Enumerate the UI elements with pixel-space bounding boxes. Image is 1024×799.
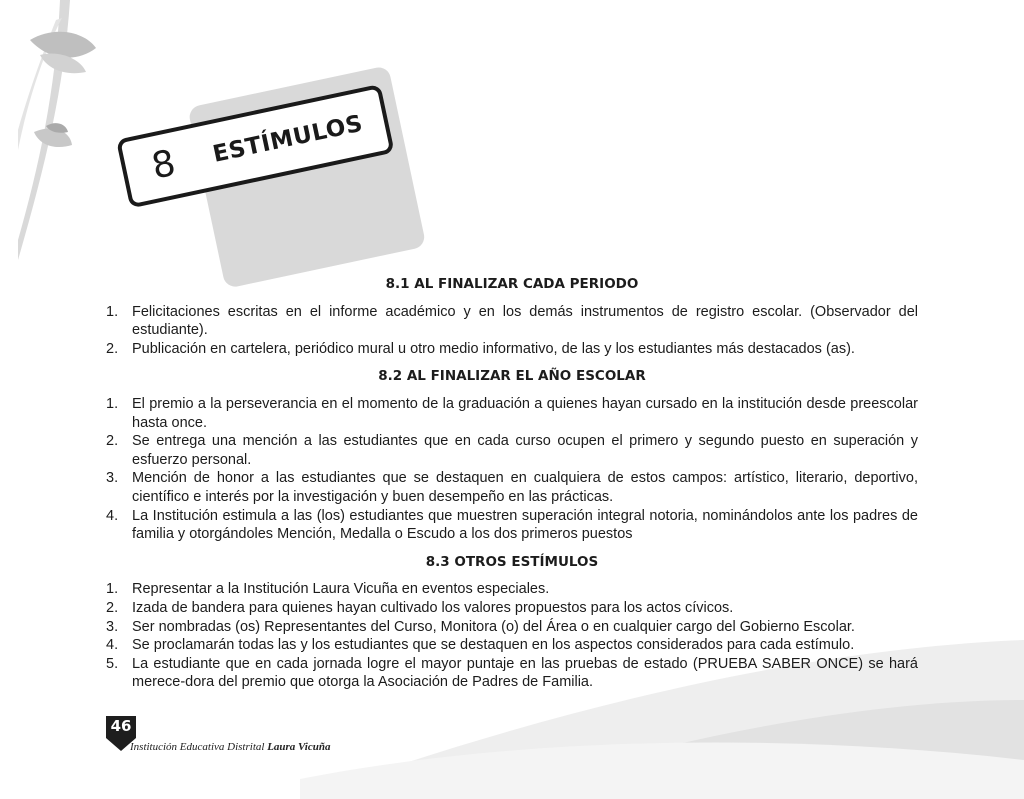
item-text: Izada de bandera para quienes hayan cultivado los valores propuestos para los actos cívicos. [132, 599, 734, 616]
item-text: La Institución estimula a las (los) estudiantes que muestren superación integral notoria, nominándolos ante los padres de familia y otorgándoles Mención, Medalla o Escudo a los dos primeros puestos [132, 507, 918, 543]
list-item [106, 599, 918, 618]
footer-institution-name: Laura Vicuña [267, 741, 331, 753]
item-number: 5. [106, 655, 119, 672]
item-text: Publicación en cartelera, periódico mural u otro medio informativo, de las y los estudiantes más destacados (as). [132, 340, 855, 357]
list-item [106, 469, 918, 506]
list-item [106, 432, 918, 469]
item-text: Mención de honor a las estudiantes que se destaquen en cualquiera de estos campos: artístico, literario, deportivo, científico e interés por la investigación y buen desempeño en las prácticas. [132, 470, 918, 505]
section-list [106, 395, 918, 544]
item-text: Representar a la Institución Laura Vicuña en eventos especiales. [132, 581, 550, 598]
section-list [106, 303, 918, 359]
section-periodo [106, 275, 918, 358]
item-number: 3. [106, 470, 119, 487]
section-heading: 8.1 AL FINALIZAR CADA PERIODO [385, 276, 639, 292]
item-text: Se proclamarán todas las y los estudiantes que se destaquen en los aspectos considerados para cada estímulo. [132, 637, 855, 654]
item-text: Ser nombradas (os) Representantes del Curso, Monitora (o) del Área o en cualquier cargo del Gobierno Escolar. [132, 618, 855, 635]
item-number: 2. [106, 599, 119, 616]
item-text: La estudiante que en cada jornada logre el mayor puntaje en las pruebas de estado (PRUEBA SABER ONCE) se hará merece-dora del premio que otorga la Asociación de Padres de Familia. [132, 655, 918, 691]
document-body [106, 275, 918, 701]
chapter-number: 8 [148, 142, 180, 188]
floral-vine-decoration [18, 0, 96, 260]
footer-institution [130, 741, 330, 753]
item-number: 3. [106, 618, 119, 635]
item-number: 1. [106, 303, 119, 320]
list-item [106, 655, 918, 692]
list-item [106, 580, 918, 599]
list-item [106, 618, 918, 637]
section-heading: 8.2 AL FINALIZAR EL AÑO ESCOLAR [378, 368, 646, 385]
item-number: 4. [106, 507, 119, 524]
item-text: Se entrega una mención a las estudiantes que en cada curso ocupen el primero y segundo puesto en superación y esfuerzo personal. [132, 433, 918, 468]
chapter-title: ESTÍMULOS [210, 110, 366, 168]
list-item [106, 303, 918, 340]
list-item [106, 340, 918, 359]
page-number: 46 [110, 717, 132, 735]
section-ano-escolar [106, 367, 918, 543]
item-text: El premio a la perseverancia en el momento de la graduación a quienes hayan cursado en la institución desde preescolar hasta once. [132, 395, 918, 431]
list-item [106, 507, 918, 544]
section-otros-estimulos [106, 553, 918, 692]
item-number: 1. [106, 395, 119, 412]
section-list [106, 580, 918, 692]
item-number: 1. [106, 581, 119, 598]
list-item [106, 395, 918, 432]
item-number: 2. [106, 433, 119, 450]
list-item [106, 636, 918, 655]
section-heading: 8.3 OTROS ESTÍMULOS [425, 553, 599, 570]
item-number: 2. [106, 340, 119, 357]
item-text: Felicitaciones escritas en el informe académico y en los demás instrumentos de registro escolar. (Observador del estudiante). [132, 303, 918, 339]
item-number: 4. [106, 637, 119, 654]
footer-institution-prefix: Institución Educativa Distrital [130, 741, 265, 753]
